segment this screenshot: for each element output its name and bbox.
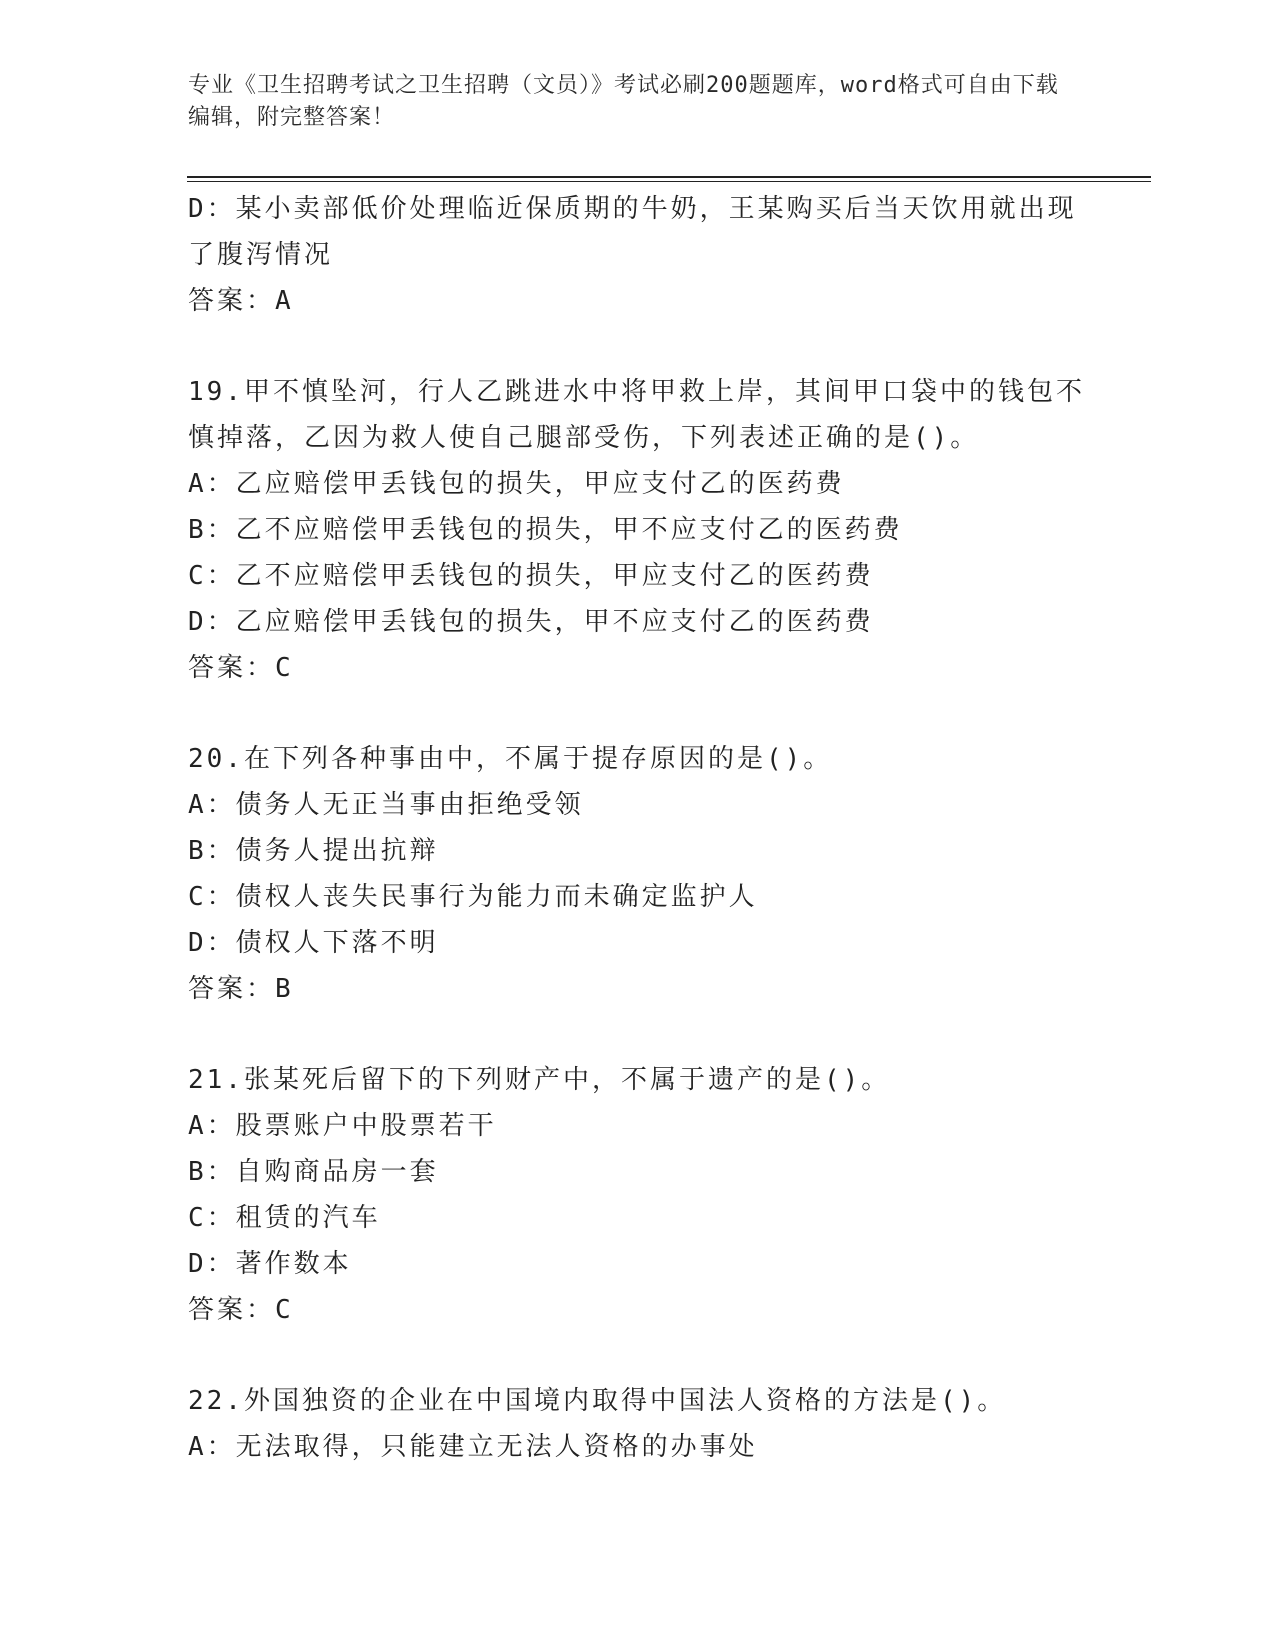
option-b: B：债务人提出抗辩 <box>188 836 439 866</box>
option-d: D：债权人下落不明 <box>188 928 439 958</box>
answer-line: 答案：A <box>188 286 294 316</box>
document-header <box>188 70 1068 134</box>
answer-line: 答案：C <box>188 1295 294 1325</box>
question-19 <box>188 369 1088 691</box>
option-c: C：租赁的汽车 <box>188 1203 381 1233</box>
header-divider-thin <box>187 181 1151 182</box>
answer-line: 答案：B <box>188 974 294 1004</box>
header-divider-thick <box>187 176 1151 178</box>
option-c: C：债权人丧失民事行为能力而未确定监护人 <box>188 882 758 912</box>
previous-question-tail <box>188 186 1088 324</box>
option-a: A：股票账户中股票若干 <box>188 1111 497 1141</box>
header-title: 专业《卫生招聘考试之卫生招聘（文员）》考试必刷200题题库，word格式可自由下载编辑，附完整答案！ <box>188 73 1059 130</box>
answer-line: 答案：C <box>188 653 294 683</box>
question-stem: 21.张某死后留下的下列财产中，不属于遗产的是()。 <box>188 1065 891 1095</box>
question-list <box>188 186 1088 1470</box>
option-d: D：某小卖部低价处理临近保质期的牛奶，王某购买后当天饮用就出现了腹泻情况 <box>188 194 1077 270</box>
option-b: B：自购商品房一套 <box>188 1157 439 1187</box>
question-stem: 20.在下列各种事由中，不属于提存原因的是()。 <box>188 744 833 774</box>
option-b: B：乙不应赔偿甲丢钱包的损失，甲不应支付乙的医药费 <box>188 515 903 545</box>
option-d: D：著作数本 <box>188 1249 352 1279</box>
question-22 <box>188 1378 1088 1470</box>
question-stem: 22.外国独资的企业在中国境内取得中国法人资格的方法是()。 <box>188 1386 1007 1416</box>
option-c: C：乙不应赔偿甲丢钱包的损失，甲应支付乙的医药费 <box>188 561 874 591</box>
option-d: D：乙应赔偿甲丢钱包的损失，甲不应支付乙的医药费 <box>188 607 874 637</box>
question-21 <box>188 1057 1088 1333</box>
option-a: A：债务人无正当事由拒绝受领 <box>188 790 584 820</box>
question-20 <box>188 736 1088 1012</box>
question-stem: 19.甲不慎坠河，行人乙跳进水中将甲救上岸，其间甲口袋中的钱包不慎掉落，乙因为救人使自己腿部受伤，下列表述正确的是()。 <box>188 377 1085 453</box>
option-a: A：无法取得，只能建立无法人资格的办事处 <box>188 1432 758 1462</box>
option-a: A：乙应赔偿甲丢钱包的损失，甲应支付乙的医药费 <box>188 469 845 499</box>
